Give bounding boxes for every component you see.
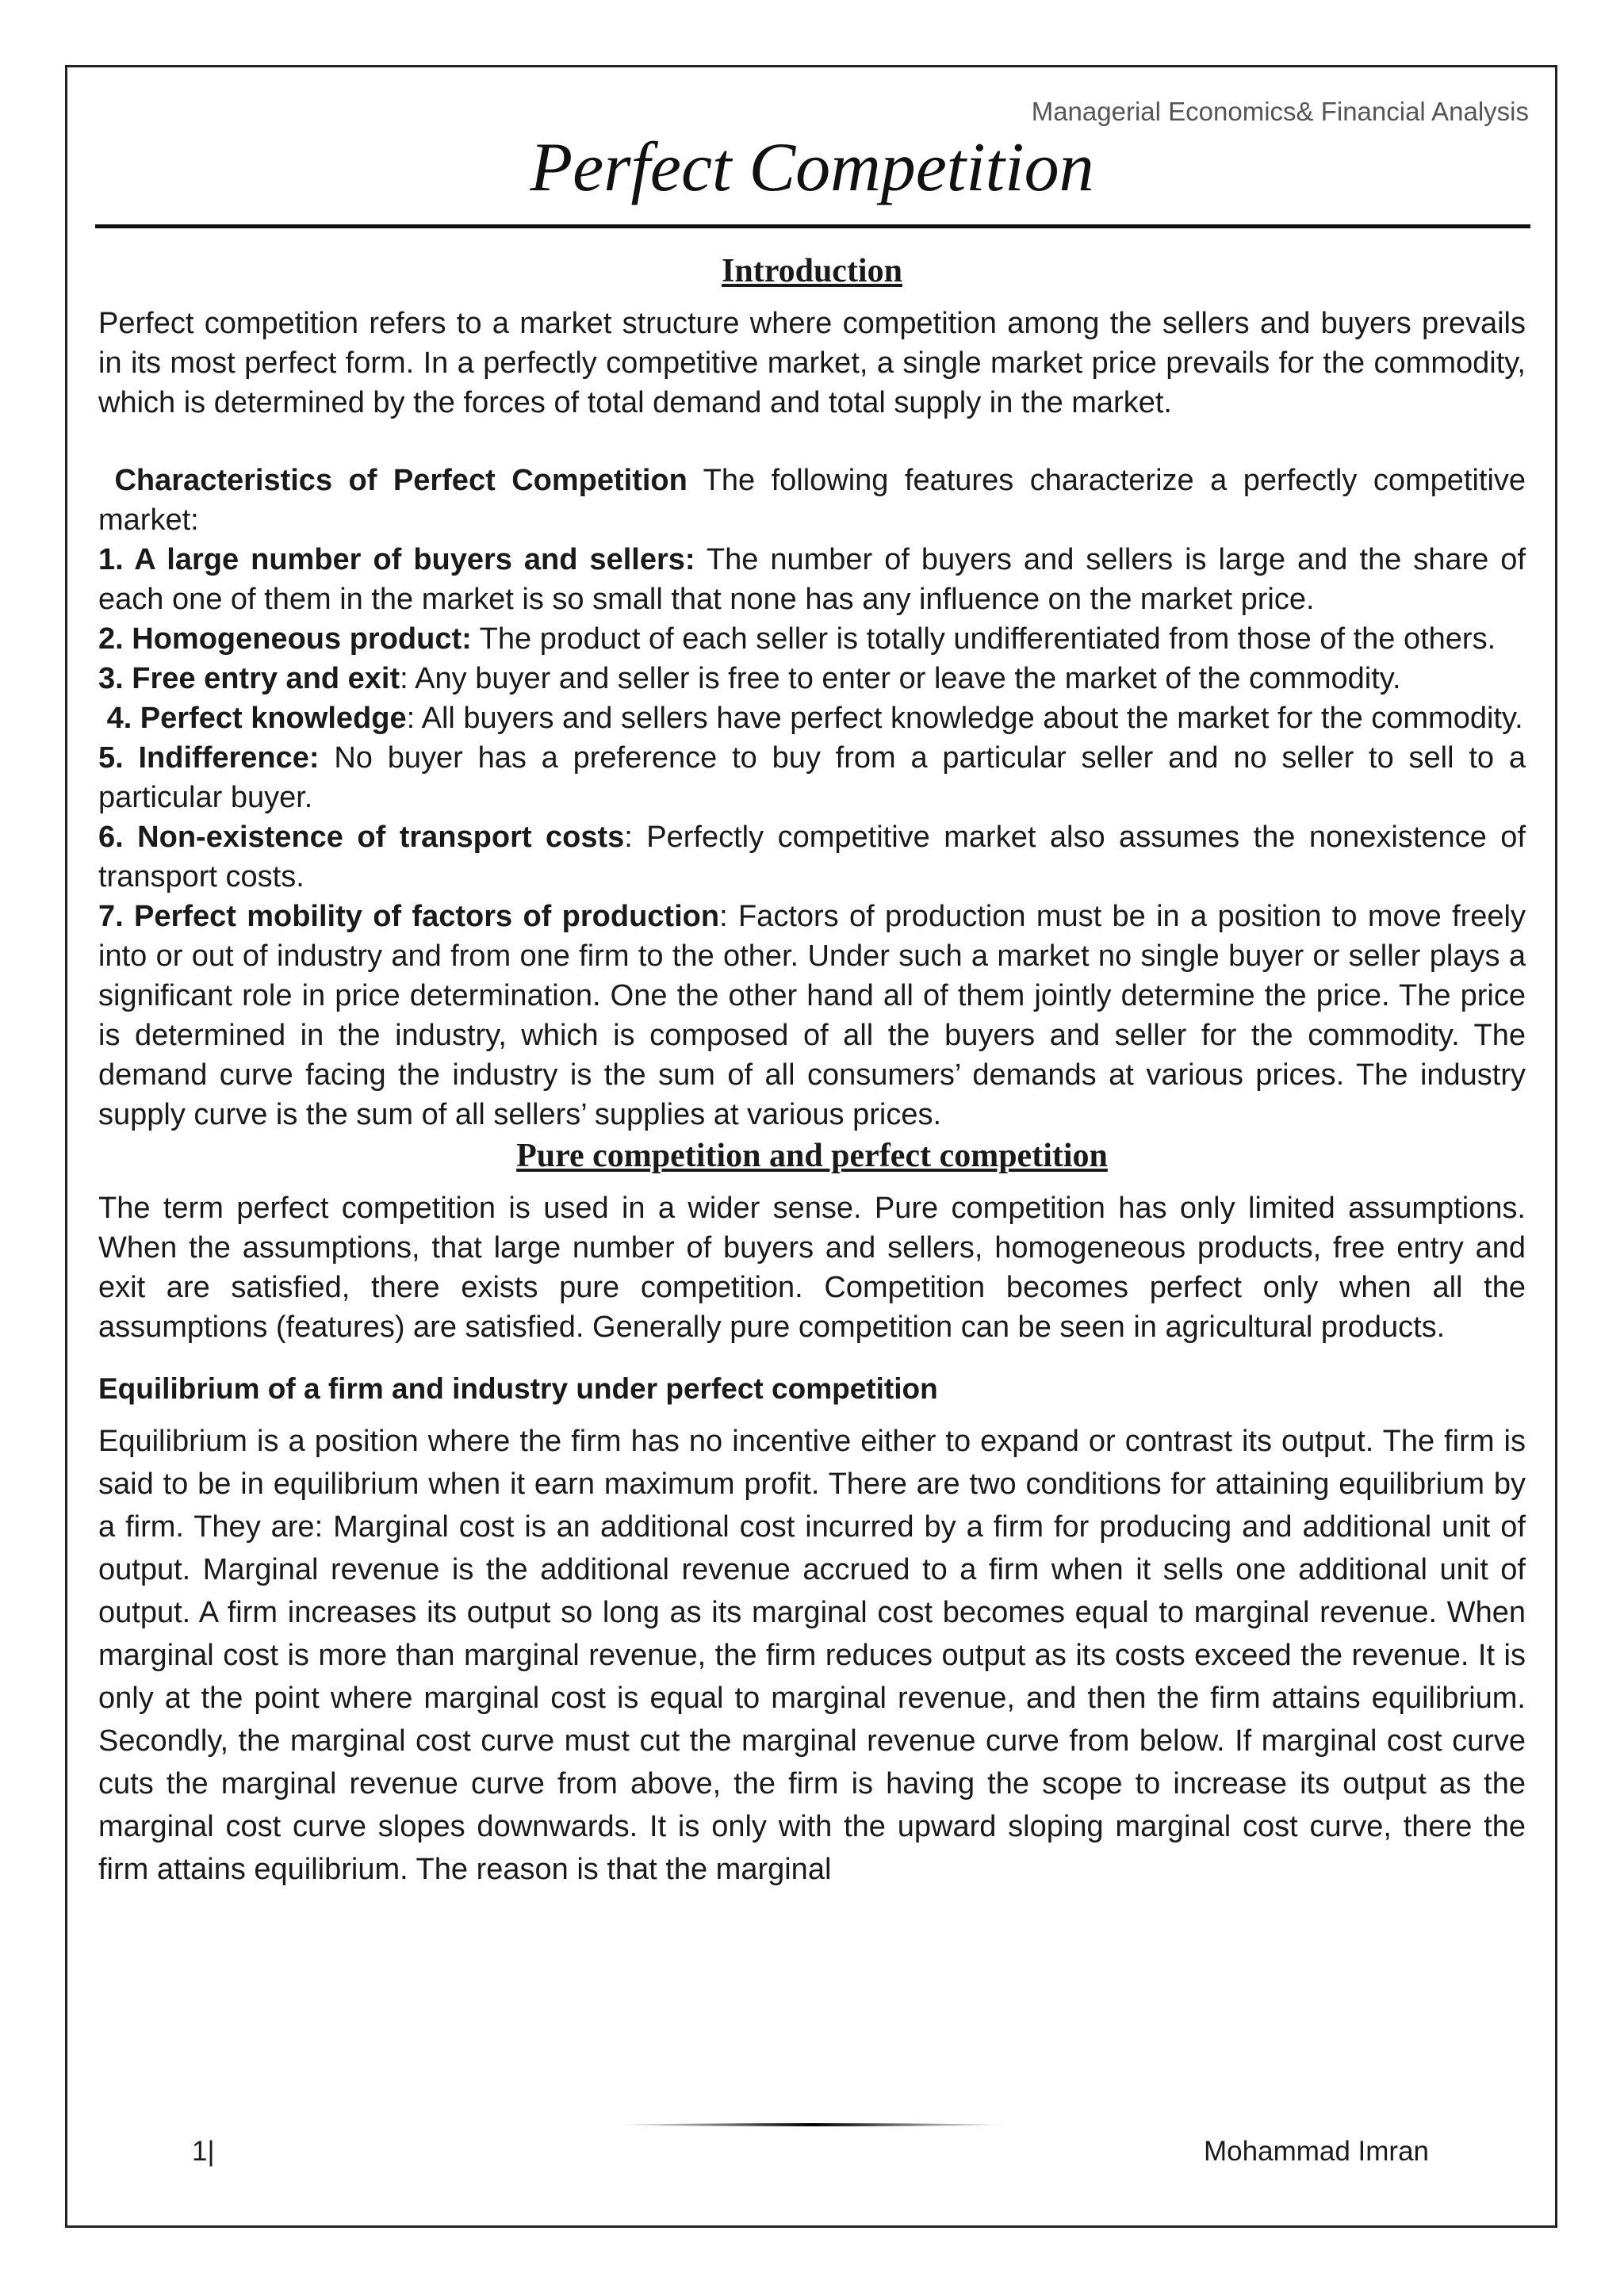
equilibrium-paragraph: Equilibrium is a position where the firm has no incentive either to expand or contrast its output. The firm is said to be in equilibrium when it earn maximum profit. There are two conditions for attaining equilibrium by a firm. They are: Marginal cost is an additional cost incurred by a firm for producing and additional unit of output. Marginal revenue is the additional revenue accrued to a firm when it sells one additional unit of output. A firm increases its output so long as its marginal cost becomes equal to marginal revenue. When marginal cost is more than marginal revenue, the firm reduces output as its costs exceed the revenue. It is only at the point where marginal cost is equal to marginal revenue, and then the firm attains equilibrium. Secondly, the marginal cost curve must cut the marginal revenue curve from below. If marginal cost curve cuts the marginal revenue curve from above, the firm is having the scope to increase its output as the marginal cost curve slopes downwards. It is only with the upward sloping marginal cost curve, there the firm attains equilibrium. The reason is that the marginal xyxy=(98,1425,1526,1886)
document-body xyxy=(98,250,1526,1891)
equilibrium-heading: Equilibrium of a firm and industry under perfect competition xyxy=(98,1372,938,1405)
characteristic-label: 1. A large number of buyers and sellers: xyxy=(98,543,695,576)
title-rule xyxy=(95,224,1530,228)
characteristic-text: : Perfectly competitive market also assumes the nonexistence of transport costs. xyxy=(98,821,1526,894)
characteristic-text: : All buyers and sellers have perfect knowledge about the market for the commodity. xyxy=(406,702,1523,735)
characteristic-label: 6. Non-existence of transport costs xyxy=(98,821,625,854)
characteristic-item-2 xyxy=(98,619,1526,659)
characteristic-text: No buyer has a preference to buy from a particular seller and no seller to sell to a particular buyer. xyxy=(98,741,1526,814)
footer-author: Mohammad Imran xyxy=(1204,2136,1429,2167)
characteristic-label: 3. Free entry and exit xyxy=(98,662,400,695)
pure-competition-heading: Pure competition and perfect competition xyxy=(516,1138,1108,1174)
characteristic-item-4 xyxy=(98,698,1526,738)
footer-ornament-line xyxy=(611,2122,1015,2128)
characteristic-text: The product of each seller is totally undifferentiated from those of the others. xyxy=(471,622,1496,656)
characteristic-item-6 xyxy=(98,817,1526,897)
characteristic-item-3 xyxy=(98,659,1526,698)
characteristic-text: The number of buyers and sellers is large and the share of each one of them in the market is so small that none has any influence on the market price. xyxy=(98,543,1526,616)
characteristic-item-5 xyxy=(98,738,1526,817)
characteristic-text: : Any buyer and seller is free to enter or leave the market of the commodity. xyxy=(400,662,1401,695)
characteristic-label: 2. Homogeneous product: xyxy=(98,622,472,656)
characteristic-item-1 xyxy=(98,540,1526,619)
characteristic-label: 5. Indifference: xyxy=(98,741,320,775)
introduction-heading: Introduction xyxy=(722,253,902,289)
pure-competition-paragraph: The term perfect competition is used in a wider sense. Pure competition has only limited assumptions. When the assumptions, that large number of buyers and sellers, homogeneous products, free entry and exit are satisfied, there exists pure competition. Competition becomes perfect only when all the assumptions (features) are satisfied. Generally pure competition can be seen in agricultural products. xyxy=(98,1192,1526,1344)
characteristics-intro-text: The following features characterize a perfectly competitive market: xyxy=(98,464,1526,537)
running-head: Managerial Economics& Financial Analysis xyxy=(1031,97,1529,126)
page-number: 1| xyxy=(192,2136,215,2167)
introduction-paragraph: Perfect competition refers to a market structure where competition among the sellers and buyers prevails in its most perfect form. In a perfectly competitive market, a single market price prevails for the commodity, which is determined by the forces of total demand and total supply in the market. xyxy=(98,307,1526,419)
characteristic-item-7 xyxy=(98,897,1526,1135)
characteristics-label: Characteristics of Perfect Competition xyxy=(114,464,688,497)
characteristics-intro xyxy=(98,461,1526,540)
characteristic-text: : Factors of production must be in a position to move freely into or out of industry and from one firm to the other. Under such a market no single buyer or seller plays a significant role in price determination. One the other hand all of them jointly determine the price. The price is determined in the industry, which is composed of all the buyers and seller for the commodity. The demand curve facing the industry is the sum of all consumers’ demands at various prices. The industry supply curve is the sum of all sellers’ supplies at various prices. xyxy=(98,900,1526,1131)
page-title: Perfect Competition xyxy=(530,129,1094,206)
characteristic-label: 4. Perfect knowledge xyxy=(106,702,407,735)
characteristic-label: 7. Perfect mobility of factors of production xyxy=(98,900,720,933)
